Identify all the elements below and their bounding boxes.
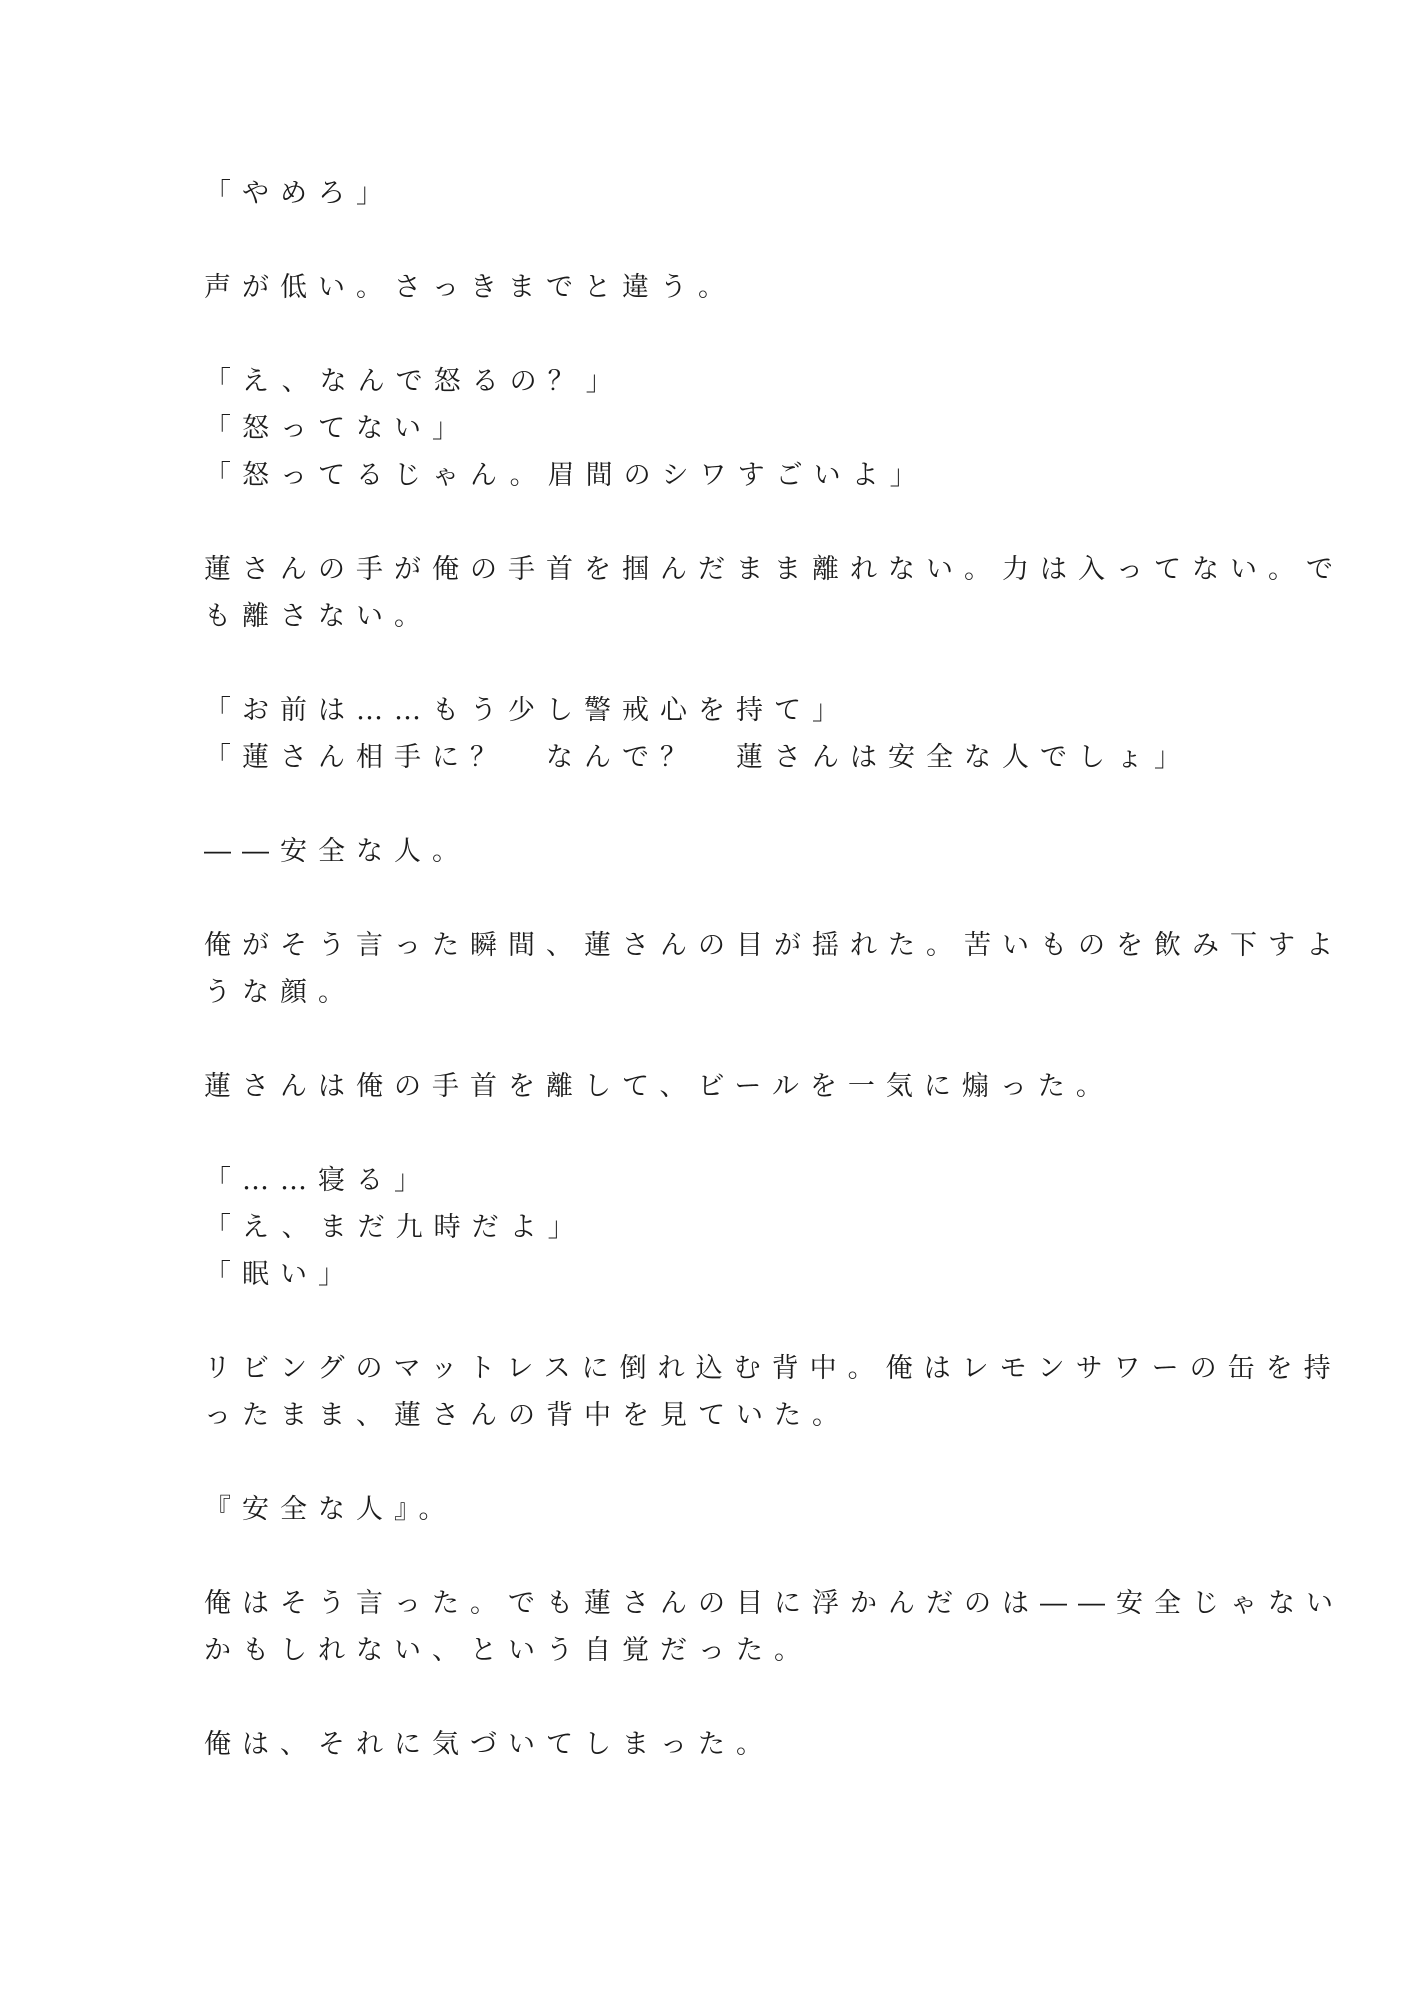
text-line: も離さない。 <box>204 601 432 632</box>
text-line: 「怒ってない」 <box>204 413 470 444</box>
text-line: かもしれない、という自覚だった。 <box>204 1635 812 1666</box>
paragraph <box>204 546 1344 640</box>
paragraph <box>204 1721 1214 1768</box>
text-line: 蓮さんの手が俺の手首を掴んだまま離れない。力は入ってない。で <box>204 554 1344 585</box>
paragraph <box>204 264 1214 311</box>
text-line: 「え、まだ九時だよ」 <box>204 1212 586 1243</box>
paragraph <box>204 1345 1342 1439</box>
story-text <box>204 170 1344 1815</box>
text-line: 「蓮さん相手に？ なんで？ 蓮さんは安全な人でしょ」 <box>204 742 1192 773</box>
paragraph <box>204 687 1214 781</box>
text-line: 「怒ってるじゃん。眉間のシワすごいよ」 <box>204 460 928 491</box>
text-line: うな顔。 <box>204 977 356 1008</box>
text-line: 「……寝る」 <box>204 1165 432 1196</box>
text-line: 「お前は……もう少し警戒心を持て」 <box>204 695 850 726</box>
text-line: ――安全な人。 <box>204 836 470 867</box>
text-line: 俺がそう言った瞬間、蓮さんの目が揺れた。苦いものを飲み下すよ <box>204 930 1344 961</box>
paragraph <box>204 922 1344 1016</box>
text-line: 俺は、それに気づいてしまった。 <box>204 1729 774 1760</box>
paragraph <box>204 1157 1214 1298</box>
paragraph <box>204 1580 1344 1674</box>
text-line: 蓮さんは俺の手首を離して、ビールを一気に煽った。 <box>204 1071 1114 1102</box>
paragraph <box>204 828 1214 875</box>
text-line: 声が低い。さっきまでと違う。 <box>204 272 736 303</box>
text-line: 「え、なんで怒るの？」 <box>204 366 624 397</box>
paragraph <box>204 170 1214 217</box>
paragraph <box>204 1486 1214 1533</box>
text-line: 「眠い」 <box>204 1259 356 1290</box>
text-line: リビングのマットレスに倒れ込む背中。俺はレモンサワーの缶を持 <box>204 1353 1342 1384</box>
paragraph <box>204 1063 1214 1110</box>
paragraph <box>204 358 1214 499</box>
text-line: 『安全な人』。 <box>204 1494 457 1525</box>
text-line: 俺はそう言った。でも蓮さんの目に浮かんだのは――安全じゃない <box>204 1588 1344 1619</box>
text-line: 「やめろ」 <box>204 178 394 209</box>
text-line: ったまま、蓮さんの背中を見ていた。 <box>204 1400 850 1431</box>
